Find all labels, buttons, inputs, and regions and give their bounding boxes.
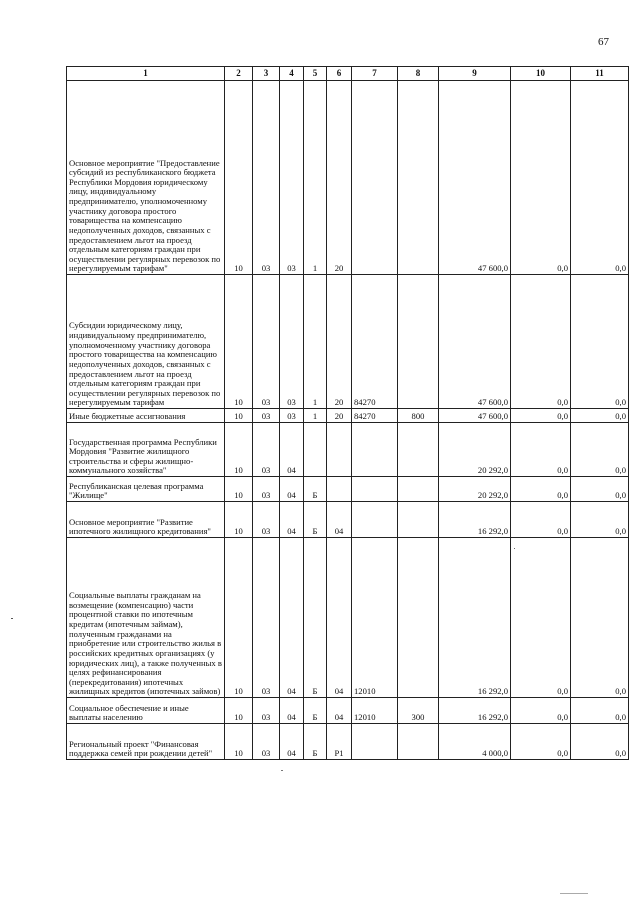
table-row <box>67 698 629 724</box>
cell-col5: Б <box>304 538 327 698</box>
cell-col5: Б <box>304 698 327 724</box>
row-name-cell: Субсидии юридическому лицу, индивидуальному предпринимателю, уполномоченному участнику договора простого товарищества на компенсацию недополученных доходов, связанных с предоставлением льгот на проезд отдельным категориям граждан при осуществлении регулярных перевозок по нерегулируемым тарифам <box>67 275 225 409</box>
scan-speck <box>514 548 515 549</box>
row-name-cell: Социальные выплаты гражданам на возмещение (компенсацию) части процентной ставки по ипотечным кредитам (ипотечным займам), полученным гражданами на приобретение или строительство жилья в российских кредитных организациях (у юридических лиц), а также полученных в целях рефинансирования (перекредитования) ипотечных жилищных кредитов (ипотечных займов) <box>67 538 225 698</box>
cell-col8 <box>398 275 439 409</box>
row-name-cell: Основное мероприятие "Развитие ипотечного жилищного кредитования" <box>67 502 225 538</box>
column-header: 5 <box>304 67 327 81</box>
table-row <box>67 81 629 275</box>
cell-col9: 16 292,0 <box>439 538 511 698</box>
row-name-cell: Основное мероприятие "Предоставление субсидий из республиканского бюджета Республики Мордовия юридическому лицу, индивидуальному предпринимателю, уполномоченному участнику договора простого товарищества на компенсацию недополученных доходов, связанных с предоставлением льгот на проезд отдельным категориям граждан при осуществлении регулярных перевозок по нерегулируемым тарифам" <box>67 81 225 275</box>
cell-col3: 03 <box>253 538 280 698</box>
cell-col11: 0,0 <box>571 698 629 724</box>
cell-col7 <box>352 724 398 760</box>
cell-col2: 10 <box>225 275 253 409</box>
cell-col9: 47 600,0 <box>439 275 511 409</box>
cell-col4: 04 <box>280 724 304 760</box>
cell-col10: 0,0 <box>511 409 571 423</box>
cell-col6: P1 <box>327 724 352 760</box>
cell-col10: 0,0 <box>511 724 571 760</box>
cell-col3: 03 <box>253 409 280 423</box>
scan-speck <box>11 618 13 619</box>
cell-col3: 03 <box>253 275 280 409</box>
cell-col4: 03 <box>280 275 304 409</box>
row-name-cell: Региональный проект "Финансовая поддержка семей при рождении детей" <box>67 724 225 760</box>
cell-col6: 04 <box>327 502 352 538</box>
cell-col4: 04 <box>280 502 304 538</box>
column-header: 9 <box>439 67 511 81</box>
cell-col6: 04 <box>327 698 352 724</box>
cell-col11: 0,0 <box>571 538 629 698</box>
cell-col7: 84270 <box>352 275 398 409</box>
cell-col7: 12010 <box>352 698 398 724</box>
cell-col7: 12010 <box>352 538 398 698</box>
cell-col5: 1 <box>304 275 327 409</box>
cell-col10: 0,0 <box>511 477 571 502</box>
table-row <box>67 423 629 477</box>
cell-col11: 0,0 <box>571 423 629 477</box>
column-header: 6 <box>327 67 352 81</box>
cell-col9: 20 292,0 <box>439 423 511 477</box>
cell-col9: 16 292,0 <box>439 698 511 724</box>
cell-col8: 300 <box>398 698 439 724</box>
cell-col10: 0,0 <box>511 698 571 724</box>
cell-col8 <box>398 477 439 502</box>
budget-table <box>66 66 629 760</box>
column-header: 2 <box>225 67 253 81</box>
cell-col5: 1 <box>304 409 327 423</box>
cell-col2: 10 <box>225 502 253 538</box>
column-header: 8 <box>398 67 439 81</box>
scan-speck <box>560 893 588 894</box>
cell-col4: 04 <box>280 477 304 502</box>
cell-col2: 10 <box>225 409 253 423</box>
header-row <box>67 67 629 81</box>
row-name-cell: Социальное обеспечение и иные выплаты населению <box>67 698 225 724</box>
cell-col6: 20 <box>327 275 352 409</box>
cell-col6: 20 <box>327 81 352 275</box>
cell-col10: 0,0 <box>511 275 571 409</box>
cell-col11: 0,0 <box>571 81 629 275</box>
table-row <box>67 409 629 423</box>
column-header: 3 <box>253 67 280 81</box>
cell-col11: 0,0 <box>571 409 629 423</box>
cell-col11: 0,0 <box>571 477 629 502</box>
cell-col8 <box>398 81 439 275</box>
cell-col7 <box>352 477 398 502</box>
table-row <box>67 275 629 409</box>
cell-col9: 16 292,0 <box>439 502 511 538</box>
cell-col3: 03 <box>253 698 280 724</box>
cell-col10: 0,0 <box>511 538 571 698</box>
cell-col3: 03 <box>253 423 280 477</box>
column-header: 11 <box>571 67 629 81</box>
scan-speck <box>281 770 283 771</box>
cell-col4: 03 <box>280 81 304 275</box>
cell-col11: 0,0 <box>571 724 629 760</box>
row-name-cell: Республиканская целевая программа "Жилище" <box>67 477 225 502</box>
cell-col2: 10 <box>225 423 253 477</box>
cell-col6 <box>327 477 352 502</box>
cell-col8 <box>398 724 439 760</box>
column-header: 4 <box>280 67 304 81</box>
row-name-cell: Иные бюджетные ассигнования <box>67 409 225 423</box>
cell-col5 <box>304 423 327 477</box>
cell-col7 <box>352 423 398 477</box>
cell-col2: 10 <box>225 81 253 275</box>
cell-col5: 1 <box>304 81 327 275</box>
table-row <box>67 502 629 538</box>
column-header: 10 <box>511 67 571 81</box>
row-name-cell: Государственная программа Республики Мордовия "Развитие жилищного строительства и сферы жилищно-коммунального хозяйства" <box>67 423 225 477</box>
cell-col8 <box>398 502 439 538</box>
cell-col3: 03 <box>253 724 280 760</box>
cell-col5: Б <box>304 724 327 760</box>
cell-col2: 10 <box>225 724 253 760</box>
cell-col9: 47 600,0 <box>439 409 511 423</box>
cell-col5: Б <box>304 502 327 538</box>
cell-col4: 03 <box>280 409 304 423</box>
table-row <box>67 538 629 698</box>
table-row <box>67 724 629 760</box>
cell-col8 <box>398 423 439 477</box>
cell-col4: 04 <box>280 538 304 698</box>
cell-col9: 20 292,0 <box>439 477 511 502</box>
cell-col6: 20 <box>327 409 352 423</box>
cell-col2: 10 <box>225 698 253 724</box>
cell-col4: 04 <box>280 698 304 724</box>
cell-col10: 0,0 <box>511 502 571 538</box>
cell-col2: 10 <box>225 538 253 698</box>
cell-col9: 4 000,0 <box>439 724 511 760</box>
cell-col9: 47 600,0 <box>439 81 511 275</box>
page-number: 67 <box>598 36 609 48</box>
cell-col7 <box>352 81 398 275</box>
cell-col10: 0,0 <box>511 81 571 275</box>
column-header: 7 <box>352 67 398 81</box>
cell-col8 <box>398 538 439 698</box>
column-header: 1 <box>67 67 225 81</box>
table-row <box>67 477 629 502</box>
cell-col8: 800 <box>398 409 439 423</box>
cell-col6: 04 <box>327 538 352 698</box>
cell-col7: 84270 <box>352 409 398 423</box>
cell-col5: Б <box>304 477 327 502</box>
cell-col6 <box>327 423 352 477</box>
cell-col3: 03 <box>253 502 280 538</box>
cell-col4: 04 <box>280 423 304 477</box>
cell-col7 <box>352 502 398 538</box>
cell-col3: 03 <box>253 81 280 275</box>
cell-col11: 0,0 <box>571 502 629 538</box>
cell-col3: 03 <box>253 477 280 502</box>
cell-col11: 0,0 <box>571 275 629 409</box>
cell-col2: 10 <box>225 477 253 502</box>
cell-col10: 0,0 <box>511 423 571 477</box>
